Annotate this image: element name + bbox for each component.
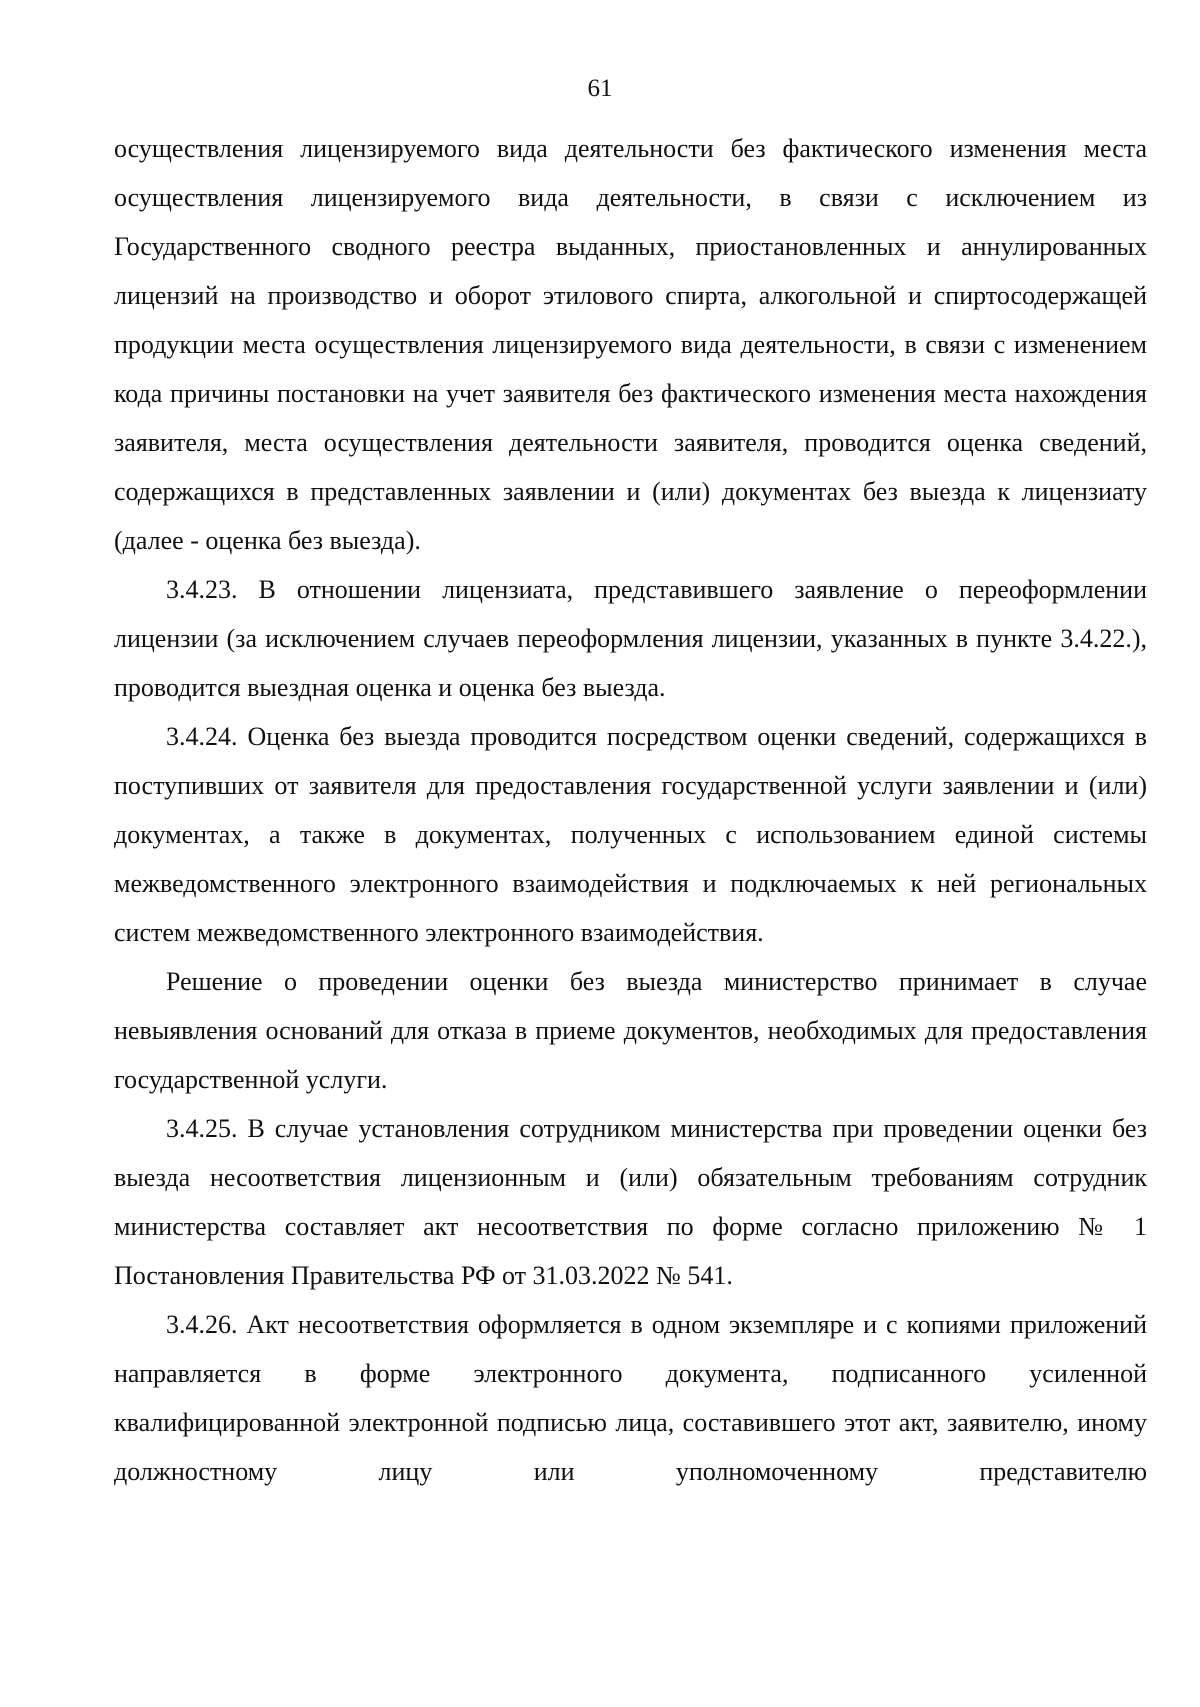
paragraph-continuation: осуществления лицензируемого вида деятельности без фактического изменения места осуществления лицензируемого вида деятельности, в связи с исключением из Государственного сводного реестра выданных, приостановленных и аннулированных лицензий на производство и оборот этилового спирта, алкогольной и спиртосодержащей продукции места осуществления лицензируемого вида деятельности, в связи с изменением кода причины постановки на учет заявителя без фактического изменения места нахождения заявителя, места осуществления деятельности заявителя, проводится оценка сведений, содержащихся в представленных заявлении и (или) документах без выезда к лицензиату (далее - оценка без выезда). <box>114 134 1147 555</box>
page-number: 61 <box>587 75 613 102</box>
paragraph-decision: Решение о проведении оценки без выезда министерство принимает в случае невыявления оснований для отказа в приеме документов, необходимых для предоставления государственной услуги. <box>114 967 1147 1094</box>
paragraph-3-4-26: 3.4.26. Акт несоответствия оформляется в одном экземпляре и с копиями приложений направляется в форме электронного документа, подписанного усиленной квалифицированной электронной подписью лица, составившего этот акт, заявителю, иному должностному лицу или уполномоченному представителю <box>114 1310 1147 1486</box>
paragraph-3-4-25: 3.4.25. В случае установления сотрудником министерства при проведении оценки без выезда несоответствия лицензионным и (или) обязательным требованиям сотрудник министерства составляет акт несоответствия по форме согласно приложению № 1 Постановления Правительства РФ от 31.03.2022 № 541. <box>114 1114 1147 1290</box>
paragraph-3-4-24: 3.4.24. Оценка без выезда проводится посредством оценки сведений, содержащихся в поступивших от заявителя для предоставления государственной услуги заявлении и (или) документах, а также в документах, полученных с использованием единой системы межведомственного электронного взаимодействия и подключаемых к ней региональных систем межведомственного электронного взаимодействия. <box>114 722 1147 947</box>
document-body <box>114 124 1147 1496</box>
paragraph-3-4-23: 3.4.23. В отношении лицензиата, представившего заявление о переоформлении лицензии (за исключением случаев переоформления лицензии, указанных в пункте 3.4.22.), проводится выездная оценка и оценка без выезда. <box>114 575 1147 702</box>
